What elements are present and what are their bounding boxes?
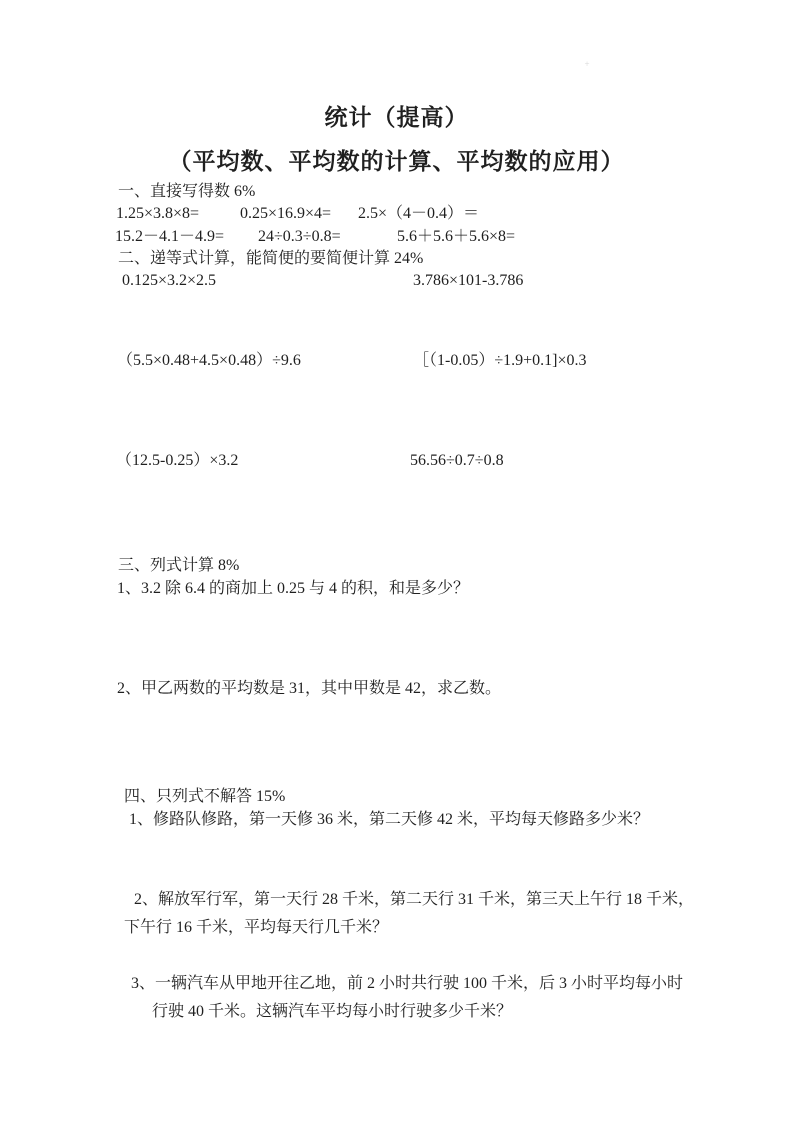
section2-heading: 二、递等式计算，能简便的要简便计算 24% (118, 250, 424, 267)
section1-problem-2: 0.25×16.9×4= (240, 205, 332, 222)
section1-problem-3: 2.5×（4－0.4）＝ (358, 205, 480, 222)
section4-heading: 四、只列式不解答 15% (124, 788, 286, 805)
section4-problem-1: 1、修路队修路，第一天修 36 米，第二天修 42 米，平均每天修路多少米？ (129, 811, 650, 828)
section2-problem-1: 0.125×3.2×2.5 (122, 272, 217, 289)
section4-problem-2-line2: 下午行 16 千米，平均每天行几千米？ (124, 919, 389, 936)
section4-problem-3-line1: 3、一辆汽车从甲地开往乙地，前 2 小时共行驶 100 千米，后 3 小时平均每小时 (131, 975, 684, 992)
section3-problem-2: 2、甲乙两数的平均数是 31，其中甲数是 42，求乙数。 (117, 680, 502, 697)
section2-problem-2: 3.786×101-3.786 (413, 272, 524, 289)
section2-problem-5: （12.5-0.25）×3.2 (116, 452, 239, 469)
section2-problem-3: （5.5×0.48+4.5×0.48）÷9.6 (117, 352, 301, 369)
scan-artifact-mark (582, 58, 592, 70)
section3-problem-1: 1、3.2 除 6.4 的商加上 0.25 与 4 的积，和是多少？ (117, 580, 470, 597)
section1-heading: 一、直接写得数 6% (118, 183, 256, 200)
page-title: 统计（提高） (324, 105, 469, 130)
section4-problem-2-line1: 2、解放军行军，第一天行 28 千米，第二天行 31 千米，第三天上午行 18 千米， (134, 891, 695, 908)
section1-problem-5: 24÷0.3÷0.8= (258, 228, 341, 245)
section1-problem-6: 5.6＋5.6＋5.6×8= (397, 228, 516, 245)
section1-problem-4: 15.2－4.1－4.9= (115, 228, 225, 245)
section3-heading: 三、列式计算 8% (118, 557, 240, 574)
section2-problem-6: 56.56÷0.7÷0.8 (410, 452, 504, 469)
section1-problem-1: 1.25×3.8×8= (116, 205, 200, 222)
section4-problem-3-line2: 行驶 40 千米。这辆汽车平均每小时行驶多少千米？ (152, 1003, 513, 1020)
section2-problem-4: ［（1-0.05）÷1.9+0.1]×0.3 (413, 352, 587, 369)
page-subtitle: （平均数、平均数的计算、平均数的应用） (168, 149, 625, 174)
